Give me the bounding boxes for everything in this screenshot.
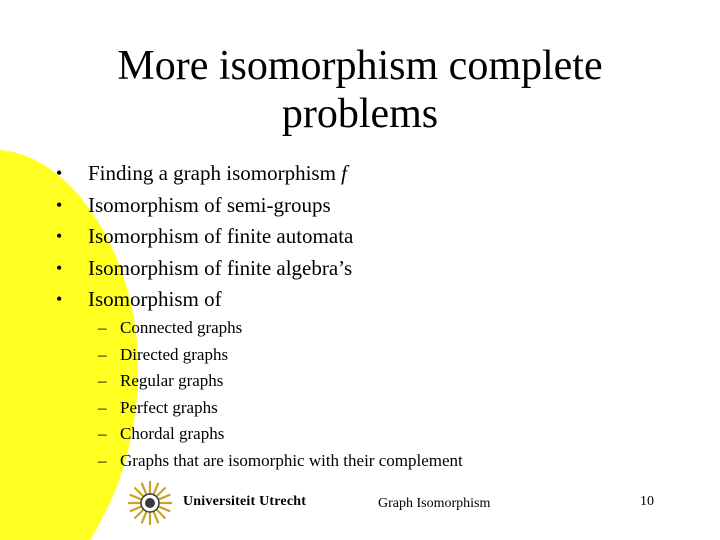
sub-bullet-item [98,342,463,369]
slide-title [60,42,660,138]
page-number: 10 [640,494,654,509]
bullet-item [56,284,353,316]
bullet-dot: • [56,226,63,246]
bullet-dot: • [56,163,63,183]
bullet-item [56,190,353,222]
sub-bullet-list [98,315,463,474]
dash-marker: – [98,344,107,364]
dash-marker: – [98,424,107,443]
dash-marker: – [98,318,107,337]
university-name: Universiteit Utrecht [183,494,307,509]
bullet-text: Isomorphism of semi-groups [88,192,331,217]
sub-bullet-text: Directed graphs [120,344,229,364]
bullet-item [56,253,353,285]
dash-marker: – [98,371,107,390]
dash-marker: – [98,450,107,470]
footer-title: Graph Isomorphism [378,496,491,511]
sub-bullet-item [98,448,463,475]
bullet-item [56,221,353,253]
bullet-dot: • [56,257,63,278]
bullet-dot: • [56,194,63,215]
sub-bullet-text: Chordal graphs [120,424,225,443]
bullet-text: Isomorphism of finite automata [88,224,354,248]
university-logo [125,478,345,528]
sub-bullet-text: Perfect graphs [120,397,218,417]
bullet-list [56,158,353,316]
bullet-dot: • [56,289,63,309]
sun-emblem-icon [125,478,175,528]
bullet-text: Isomorphism of [88,287,222,311]
bullet-item [56,158,353,190]
sub-bullet-item [98,395,463,422]
sub-bullet-item [98,421,463,448]
sub-bullet-item [98,315,463,342]
sub-bullet-text: Regular graphs [120,371,224,390]
variable-f: f [341,161,348,185]
dash-marker: – [98,397,107,417]
bullet-text: Finding a graph isomorphism f [88,161,348,185]
sub-bullet-item [98,368,463,395]
slide-title-text: More isomorphism complete problems [117,43,603,137]
bullet-text: Isomorphism of finite algebra’s [88,255,353,280]
sub-bullet-text: Connected graphs [120,318,243,337]
sub-bullet-text: Graphs that are isomorphic with their complement [120,450,463,470]
